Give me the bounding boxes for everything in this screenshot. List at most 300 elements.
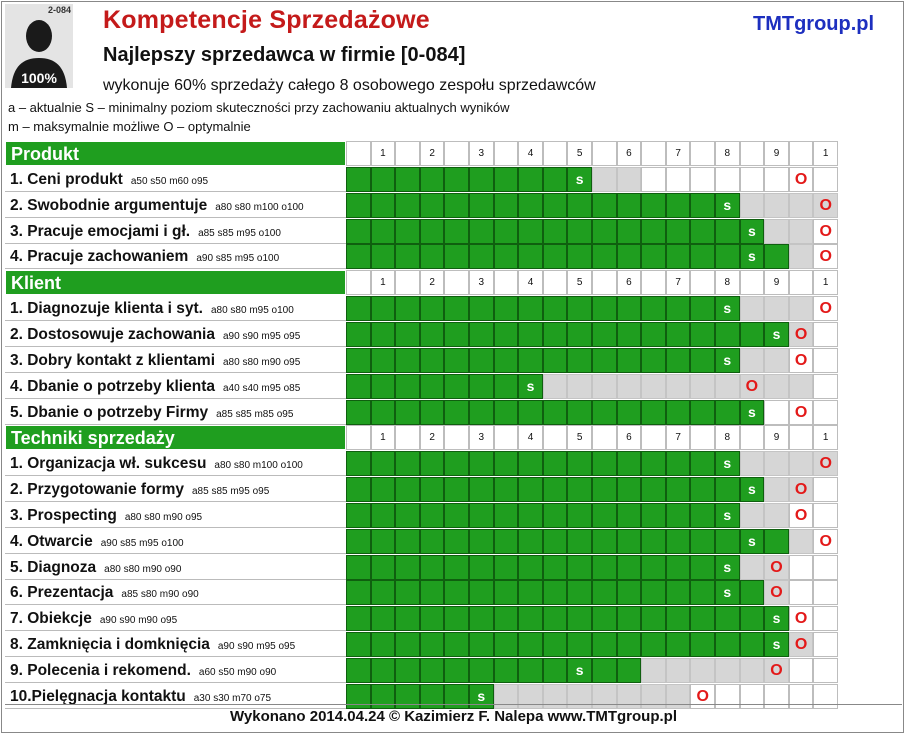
scale-tick-label: 1 [813, 141, 838, 166]
actual-level-cell [617, 658, 642, 683]
scale-cell [395, 425, 420, 450]
actual-level-cell [666, 400, 691, 425]
actual-level-cell [395, 374, 420, 399]
actual-level-cell [764, 244, 789, 269]
optimal-level-marker: O [770, 662, 783, 679]
actual-level-cell [371, 348, 396, 373]
scale-cell [444, 141, 469, 166]
actual-level-cell [494, 167, 519, 192]
scale-cell [346, 141, 371, 166]
actual-level-cell [518, 477, 543, 502]
min-level-marker: s [772, 325, 781, 342]
actual-level-cell [420, 658, 445, 683]
actual-level-cell [346, 348, 371, 373]
actual-level-cell [592, 555, 617, 580]
actual-level-cell [346, 580, 371, 605]
scale-tick-label: 4 [518, 270, 543, 295]
competency-row [5, 606, 838, 631]
competency-label [5, 555, 346, 580]
scale-cell [592, 141, 617, 166]
actual-level-cell [592, 606, 617, 631]
actual-level-cell [740, 219, 765, 244]
actual-level-cell [740, 580, 765, 605]
actual-level-cell [469, 219, 494, 244]
actual-level-cell [469, 193, 494, 218]
actual-level-cell [469, 580, 494, 605]
actual-level-cell [567, 322, 592, 347]
scale-cell [494, 141, 519, 166]
competency-params: a90 s90 m90 o95 [99, 615, 178, 627]
section-header-row [5, 141, 838, 166]
scale-header [346, 425, 838, 450]
actual-level-cell [666, 529, 691, 554]
scale-cell [690, 270, 715, 295]
actual-level-cell [469, 400, 494, 425]
actual-level-cell [420, 580, 445, 605]
actual-level-cell [395, 529, 420, 554]
competency-bar [346, 606, 838, 631]
actual-level-cell [395, 632, 420, 657]
actual-level-cell [371, 244, 396, 269]
min-level-marker: s [747, 481, 756, 498]
actual-level-cell [567, 219, 592, 244]
actual-level-cell [617, 296, 642, 321]
competency-params: a80 s80 m90 o95 [223, 356, 301, 368]
empty-cell [789, 606, 814, 631]
actual-level-cell [395, 219, 420, 244]
competency-params: a80 s80 m95 o100 [210, 305, 294, 317]
actual-level-cell [444, 529, 469, 554]
legend-line-2: m – maksymalnie możliwe O – optymalnie [8, 119, 251, 134]
actual-level-cell [740, 477, 765, 502]
min-level-marker: s [575, 662, 584, 678]
actual-level-cell [444, 193, 469, 218]
competency-row [5, 348, 838, 373]
actual-level-cell [617, 244, 642, 269]
actual-level-cell [666, 503, 691, 528]
optimal-level-marker: O [770, 584, 783, 602]
actual-level-cell [469, 451, 494, 476]
scale-tick-label: 3 [469, 141, 494, 166]
actual-level-cell [444, 348, 469, 373]
potential-level-cell [764, 348, 789, 373]
actual-level-cell [444, 632, 469, 657]
actual-level-cell [469, 503, 494, 528]
potential-level-cell [764, 503, 789, 528]
actual-level-cell [469, 322, 494, 347]
scale-tick-label: 8 [715, 141, 740, 166]
potential-level-cell [641, 658, 666, 683]
actual-level-cell [420, 167, 445, 192]
actual-level-cell [469, 244, 494, 269]
potential-level-cell [789, 451, 814, 476]
actual-level-cell [371, 219, 396, 244]
min-level-marker: s [772, 636, 781, 653]
actual-level-cell [543, 167, 568, 192]
potential-level-cell [666, 374, 691, 399]
actual-level-cell [420, 555, 445, 580]
competency-label [5, 244, 346, 269]
empty-cell [764, 400, 789, 425]
optimal-level-marker: O [819, 222, 832, 240]
scale-tick-label: 7 [666, 425, 691, 450]
section-header-row [5, 270, 838, 295]
actual-level-cell [617, 400, 642, 425]
scale-cell [592, 425, 617, 450]
actual-level-cell [420, 451, 445, 476]
actual-level-cell [617, 219, 642, 244]
actual-level-cell [444, 219, 469, 244]
potential-level-cell [789, 193, 814, 218]
scale-cell [395, 141, 420, 166]
actual-level-cell [740, 606, 765, 631]
actual-level-cell [346, 632, 371, 657]
actual-level-cell [543, 296, 568, 321]
actual-level-cell [567, 296, 592, 321]
actual-level-cell [666, 219, 691, 244]
competency-params: a80 s80 m100 o100 [215, 201, 304, 213]
potential-level-cell [518, 684, 543, 709]
empty-cell [813, 580, 838, 605]
min-level-marker: s [723, 558, 732, 575]
scale-tick-label: 8 [715, 425, 740, 450]
scale-tick-label: 5 [567, 141, 592, 166]
actual-level-cell [543, 451, 568, 476]
competency-bar [346, 167, 838, 192]
competency-label [5, 580, 346, 605]
potential-level-cell [592, 374, 617, 399]
scale-cell [494, 425, 519, 450]
competency-params: a90 s90 m95 o95 [217, 641, 296, 653]
actual-level-cell [444, 374, 469, 399]
empty-cell [690, 684, 715, 709]
actual-level-cell [494, 632, 519, 657]
competency-params: a80 s80 m100 o100 [214, 460, 303, 472]
competency-row [5, 296, 838, 321]
optimal-level-marker: O [794, 636, 808, 654]
competency-params: a60 s50 m90 o90 [198, 667, 277, 678]
scale-tick-label: 7 [666, 141, 691, 166]
competency-row [5, 400, 838, 425]
scale-tick-label: 2 [420, 270, 445, 295]
empty-cell [789, 658, 814, 683]
actual-level-cell [690, 219, 715, 244]
empty-cell [740, 167, 765, 192]
actual-level-cell [444, 451, 469, 476]
actual-level-cell [592, 529, 617, 554]
brand-link[interactable]: TMTgroup.pl [753, 13, 875, 35]
actual-level-cell [592, 400, 617, 425]
actual-level-cell [494, 400, 519, 425]
scale-tick-label: 1 [813, 270, 838, 295]
scale-tick-label: 9 [764, 141, 789, 166]
competency-name: 4. Pracuje zachowaniem [10, 248, 189, 266]
actual-level-cell [567, 477, 592, 502]
empty-cell [813, 684, 838, 709]
min-level-marker: s [747, 403, 756, 420]
competency-bar [346, 374, 838, 399]
actual-level-cell [469, 477, 494, 502]
actual-level-cell [444, 658, 469, 683]
competency-bar [346, 322, 838, 347]
actual-level-cell [715, 322, 740, 347]
potential-level-cell [740, 503, 765, 528]
actual-level-cell [715, 400, 740, 425]
actual-level-cell [346, 684, 371, 709]
actual-level-cell [690, 400, 715, 425]
actual-level-cell [617, 529, 642, 554]
avatar-percent: 100% [21, 70, 57, 86]
actual-level-cell [715, 555, 740, 580]
actual-level-cell [469, 529, 494, 554]
competency-params: a30 s30 m70 o75 [193, 692, 272, 704]
actual-level-cell [567, 348, 592, 373]
scale-tick-label: 5 [567, 270, 592, 295]
actual-level-cell [469, 296, 494, 321]
actual-level-cell [469, 374, 494, 399]
actual-level-cell [395, 580, 420, 605]
competency-name: 3. Dobry kontakt z klientami [10, 351, 215, 369]
actual-level-cell [740, 244, 765, 269]
competency-row [5, 167, 838, 192]
competency-label [5, 219, 346, 244]
actual-level-cell [371, 684, 396, 709]
competency-label [5, 503, 346, 528]
actual-level-cell [592, 193, 617, 218]
competency-label [5, 193, 346, 218]
footer-divider [5, 704, 902, 705]
actual-level-cell [690, 244, 715, 269]
scale-cell [740, 425, 765, 450]
actual-level-cell [420, 529, 445, 554]
empty-cell [789, 348, 814, 373]
empty-cell [666, 167, 691, 192]
actual-level-cell [641, 555, 666, 580]
actual-level-cell [543, 606, 568, 631]
avatar-code: 2-084 [47, 5, 71, 15]
actual-level-cell [666, 348, 691, 373]
actual-level-cell [543, 477, 568, 502]
potential-level-cell [789, 632, 814, 657]
actual-level-cell [690, 477, 715, 502]
scale-tick-label: 4 [518, 141, 543, 166]
competency-label [5, 684, 346, 709]
actual-level-cell [592, 219, 617, 244]
actual-level-cell [444, 580, 469, 605]
actual-level-cell [371, 193, 396, 218]
potential-level-cell [764, 658, 789, 683]
actual-level-cell [371, 580, 396, 605]
scale-cell [789, 425, 814, 450]
avatar [5, 4, 73, 88]
potential-level-cell [494, 684, 519, 709]
actual-level-cell [420, 374, 445, 399]
potential-level-cell [740, 658, 765, 683]
actual-level-cell [617, 580, 642, 605]
actual-level-cell [715, 219, 740, 244]
actual-level-cell [567, 167, 592, 192]
actual-level-cell [641, 193, 666, 218]
empty-cell [764, 684, 789, 709]
potential-level-cell [789, 244, 814, 269]
empty-cell [789, 580, 814, 605]
competency-bar [346, 296, 838, 321]
actual-level-cell [641, 632, 666, 657]
competency-row [5, 684, 838, 709]
actual-level-cell [641, 219, 666, 244]
actual-level-cell [518, 219, 543, 244]
scale-cell [346, 425, 371, 450]
actual-level-cell [469, 555, 494, 580]
actual-level-cell [518, 632, 543, 657]
actual-level-cell [346, 296, 371, 321]
scale-cell [444, 425, 469, 450]
actual-level-cell [494, 193, 519, 218]
competency-bar [346, 451, 838, 476]
competency-params: a80 s80 m90 o95 [124, 511, 203, 523]
actual-level-cell [715, 296, 740, 321]
competency-label [5, 400, 346, 425]
scale-cell [740, 270, 765, 295]
competency-params: a85 s85 m95 o95 [191, 486, 270, 498]
actual-level-cell [371, 658, 396, 683]
competency-bar [346, 684, 838, 709]
potential-level-cell [567, 374, 592, 399]
actual-level-cell [518, 529, 543, 554]
actual-level-cell [641, 322, 666, 347]
actual-level-cell [764, 632, 789, 657]
optimal-level-marker: O [819, 196, 832, 214]
actual-level-cell [395, 658, 420, 683]
competency-label [5, 322, 346, 347]
actual-level-cell [346, 529, 371, 554]
optimal-level-marker: O [819, 532, 832, 550]
potential-level-cell [617, 684, 642, 709]
potential-level-cell [740, 348, 765, 373]
actual-level-cell [420, 322, 445, 347]
footer-text: Wykonano 2014.04.24 © Kazimierz F. Nalepa www.TMTgroup.pl [230, 708, 677, 725]
actual-level-cell [444, 244, 469, 269]
competency-name: 4. Otwarcie [10, 532, 93, 550]
optimal-level-marker: O [794, 325, 808, 343]
actual-level-cell [371, 322, 396, 347]
actual-level-cell [592, 580, 617, 605]
scale-cell [641, 141, 666, 166]
empty-cell [813, 555, 838, 580]
competency-name: 5. Diagnoza [10, 558, 97, 576]
potential-level-cell [764, 451, 789, 476]
section-title: Techniki sprzedaży [5, 425, 346, 450]
actual-level-cell [518, 658, 543, 683]
scale-tick-label: 4 [518, 425, 543, 450]
actual-level-cell [420, 400, 445, 425]
actual-level-cell [444, 503, 469, 528]
scale-cell [494, 270, 519, 295]
actual-level-cell [567, 193, 592, 218]
actual-level-cell [494, 374, 519, 399]
empty-cell [813, 400, 838, 425]
scale-tick-label: 3 [469, 425, 494, 450]
description: wykonuje 60% sprzedaży całego 8 osobowego zespołu sprzedawców [103, 77, 596, 94]
actual-level-cell [494, 477, 519, 502]
actual-level-cell [395, 322, 420, 347]
competency-label [5, 606, 346, 631]
actual-level-cell [346, 167, 371, 192]
section-header-row [5, 425, 838, 450]
optimal-level-marker: O [819, 455, 832, 473]
actual-level-cell [617, 632, 642, 657]
actual-level-cell [371, 632, 396, 657]
scale-tick-label: 9 [764, 270, 789, 295]
actual-level-cell [346, 503, 371, 528]
potential-level-cell [690, 374, 715, 399]
potential-level-cell [740, 555, 765, 580]
min-level-marker: s [747, 248, 756, 265]
actual-level-cell [543, 658, 568, 683]
actual-level-cell [740, 632, 765, 657]
scale-tick-label: 1 [371, 270, 396, 295]
optimal-level-marker: O [794, 351, 808, 369]
actual-level-cell [371, 477, 396, 502]
legend-line-1: a – aktualnie S – minimalny poziom skuteczności przy zachowaniu aktualnych wyników [8, 100, 510, 115]
potential-level-cell [813, 451, 838, 476]
potential-level-cell [740, 451, 765, 476]
scale-cell [395, 270, 420, 295]
potential-level-cell [690, 658, 715, 683]
competency-label [5, 658, 346, 683]
actual-level-cell [346, 555, 371, 580]
actual-level-cell [420, 244, 445, 269]
actual-level-cell [764, 606, 789, 631]
potential-level-cell [666, 658, 691, 683]
scale-header [346, 141, 838, 166]
actual-level-cell [543, 503, 568, 528]
actual-level-cell [592, 451, 617, 476]
empty-cell [813, 529, 838, 554]
empty-cell [813, 348, 838, 373]
empty-cell [813, 658, 838, 683]
actual-level-cell [420, 348, 445, 373]
actual-level-cell [518, 503, 543, 528]
actual-level-cell [617, 322, 642, 347]
empty-cell [813, 322, 838, 347]
page-title: Kompetencje Sprzedażowe [103, 6, 430, 34]
actual-level-cell [469, 167, 494, 192]
potential-level-cell [543, 684, 568, 709]
actual-level-cell [567, 658, 592, 683]
competency-row [5, 322, 838, 347]
min-level-marker: s [723, 455, 732, 472]
actual-level-cell [371, 296, 396, 321]
actual-level-cell [346, 322, 371, 347]
competency-params: a85 s85 m85 o95 [216, 408, 294, 420]
potential-level-cell [740, 193, 765, 218]
actual-level-cell [543, 555, 568, 580]
actual-level-cell [346, 606, 371, 631]
potential-level-cell [617, 374, 642, 399]
actual-level-cell [740, 400, 765, 425]
competency-bar [346, 219, 838, 244]
competency-label [5, 632, 346, 657]
competency-name: 2. Swobodnie argumentuje [10, 196, 208, 214]
competency-row [5, 477, 838, 502]
scale-tick-label: 6 [617, 425, 642, 450]
competency-bar [346, 400, 838, 425]
section-title: Produkt [5, 141, 346, 166]
scale-cell [690, 141, 715, 166]
competency-name: 6. Prezentacja [10, 584, 114, 602]
actual-level-cell [469, 658, 494, 683]
